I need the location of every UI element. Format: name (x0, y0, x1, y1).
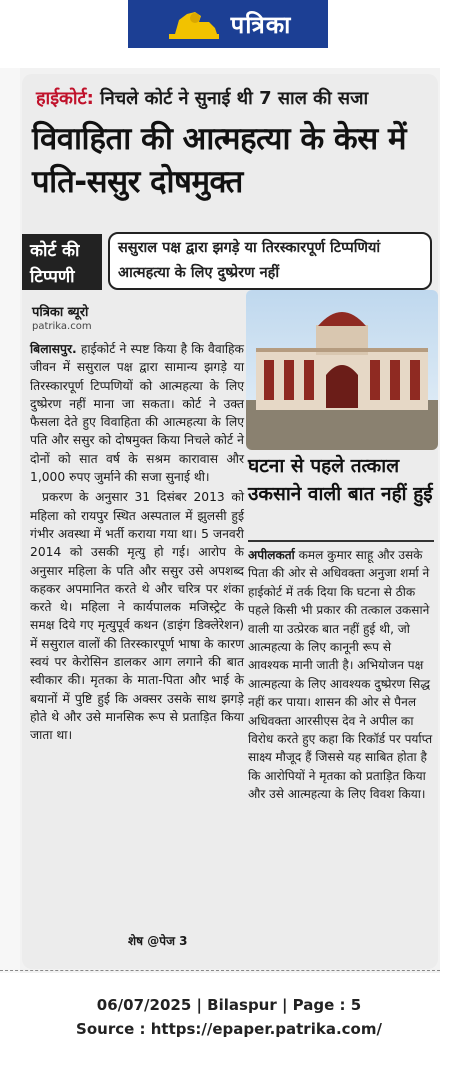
paragraph-1-text: हाईकोर्ट ने स्पष्ट किया है कि वैवाहिक जीवन में ससुराल पक्ष द्वारा सामान्य झगड़े या तिरस्कारपूर्ण टिप्पणियों को आत्महत्या के लिए दुष्प्रेरण नहीं माना जा सकता। कोर्ट ने उक्त फैसला देते हुए विवाहिता की आत्महत्या के लिए पति और ससुर को दोषमुक्त किया निचले कोर्ट ने दोनों को सात वर्ष के सश्रम कारावास और 1,000 रुपए जुर्माने की सजा सुनाई थी। (30, 342, 244, 485)
headline: विवाहिता की आत्महत्या के केस में पति-ससुर दोषमुक्त (32, 121, 407, 200)
byline-site: patrika.com (32, 321, 92, 332)
court-remark-text: ससुराल पक्ष द्वारा झगड़े या तिरस्कारपूर्ण टिप्पणियां आत्महत्या के लिए दुष्प्रेरण नहीं (108, 232, 432, 290)
court-remark-label: कोर्ट की टिप्पणी (22, 234, 102, 290)
news-clipping (0, 68, 440, 973)
masthead-brand: पत्रिका (230, 10, 292, 39)
kicker (36, 86, 368, 110)
high-court-photo (246, 290, 438, 450)
lion-logo-icon (165, 6, 223, 42)
dateline: बिलासपुर. (30, 342, 77, 356)
sidebar-divider (248, 540, 434, 542)
kicker-text: निचले कोर्ट ने सुनाई थी 7 साल की सजा (93, 88, 369, 109)
cropped-edge (0, 970, 440, 973)
building-image (246, 290, 438, 450)
article (22, 74, 438, 969)
paragraph-2: प्रकरण के अनुसार 31 दिसंबर 2013 को महिला को रायपुर स्थित अस्पताल में झुलसी हुई गंभीर अवस्था में भर्ती कराया गया था। 5 जनवरी 2014 को उसकी मृत्यु हो गई। आरोप के अनुसार महिला के पति और ससुर उसे अपशब्द कहकर अपमानित करते थे और चरित्र पर शंका करते थे। महिला ने कार्यपालक मजिस्ट्रेट के समक्ष दिये गए मृत्युपूर्व कथन (डाइंग डिक्लेरेशन) में ससुराल वालों की तिरस्कारपूर्ण भाषा के कारण स्वयं पर केरोसिन डालकर आग लगाने की बात स्वीकार की। मृतका के माता-पिता और भाई के बयानों में पुष्टि हुई कि अक्सर उसके साथ झगड़े होते थे और उसे मानसिक रूप से प्रताड़ित किया जाता था। (30, 490, 244, 743)
appellant-label: अपीलकर्ता (248, 548, 295, 562)
kicker-tag: हाईकोर्ट: (36, 88, 94, 109)
paragraph-1 (30, 340, 244, 486)
continued-note: शेष @पेज 3 (128, 934, 188, 948)
byline: पत्रिका ब्यूरो (32, 305, 89, 320)
sidebar-body (248, 546, 434, 804)
sidebar-text: कमल कुमार साहू और उसके पिता की ओर से अधिवक्ता अनुजा शर्मा ने हाईकोर्ट में तर्क दिया कि घटना से ठीक पहले किसी भी प्रकार की तत्काल उकसाने वाली या उत्प्रेरक बात नहीं हुई थी, जो आत्महत्या के लिए कानूनी रूप से आवश्यक मानी जाती है। अभियोजन पक्ष आत्महत्या के लिए आवश्यक दुष्प्रेरण सिद्ध नहीं कर पाया। शासन की ओर से पैनल अधिवक्ता आरसीएस देव ने अपील का विरोध करते हुए कहा कि रिकॉर्ड पर पर्याप्त साक्ष्य मौजूद हैं जिससे यह साबित होता है कि आरोपियों ने मृतका को प्रताड़ित किया और उसे आत्महत्या के लिए विवश किया। (248, 548, 433, 802)
footer-date-line: 06/07/2025 | Bilaspur | Page : 5 (96, 996, 362, 1014)
footer-source-line: Source : https://epaper.patrika.com/ (76, 1020, 382, 1038)
masthead (128, 0, 328, 48)
adjacent-column-strip (0, 68, 20, 973)
article-body (30, 340, 244, 747)
sidebar-headline: घटना से पहले तत्काल उकसाने वाली बात नहीं हुई (248, 455, 433, 505)
